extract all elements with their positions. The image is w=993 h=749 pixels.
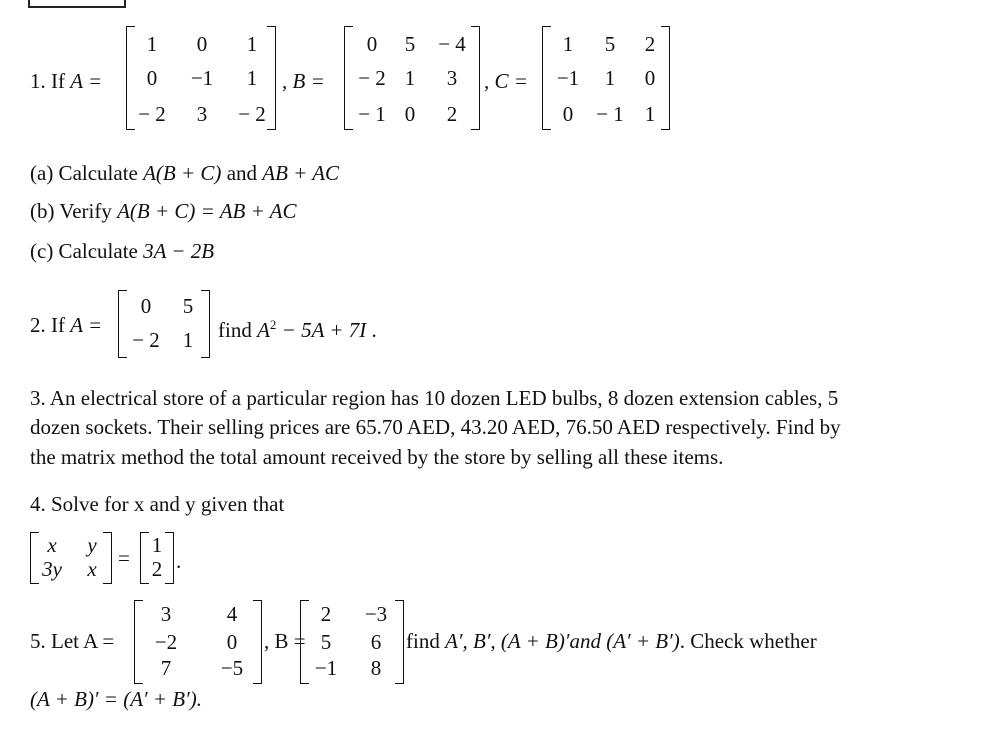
matrix-cell: 2 [320,602,332,626]
matrix-cell: 5 [404,32,416,56]
matrix-cell: −3 [364,602,388,626]
matrix-cell: 0 [404,102,416,126]
matrix-cell: 5 [182,294,194,318]
q3-line-1: 3. An electrical store of a particular region has 10 dozen LED bulbs, 8 dozen extension cables, 5 [30,386,839,410]
matrix-cell: 3 [446,66,458,90]
matrix-cell: 0 [146,66,158,90]
matrix-cell: 3 [160,602,172,626]
matrix-c [542,26,670,130]
matrix-cell: 0 [644,66,656,90]
section-header-label [38,0,118,1]
matrix-cell: 5 [320,630,332,654]
matrix-b [344,26,480,130]
q1-part-b: (b) Verify A(B + C) = AB + AC [30,199,297,223]
q2-find: find $A^2 - 5A + 7I$ . [218,317,377,342]
matrix-cell: −1 [314,656,338,680]
matrix-cell: − 4 [438,32,466,56]
matrix-cell: 1 [246,32,258,56]
matrix-cell: 1 [644,102,656,126]
matrix-cell: 7 [160,656,172,680]
matrix-a [126,26,276,130]
matrix-cell: 8 [370,656,382,680]
matrix-cell: 1 [146,32,158,56]
q1-part-a: (a) Calculate A(B + C) and AB + AC [30,161,340,185]
matrix-q2 [118,290,210,358]
matrix-cell: 3y [42,557,62,581]
matrix-cell: y [87,533,97,557]
q5-lead: 5. Let A = [30,629,115,653]
q1-a-label: A = [70,69,103,93]
q5-find: find A′, B′, (A + B)′and (A′ + B′). Check whether [406,629,817,653]
q1-part-c: (c) Calculate 3A − 2B [30,239,215,263]
q1-c-label: , C = [484,69,528,93]
matrix-cell: 5 [604,32,616,56]
matrix-cell: −1 [556,66,580,90]
matrix-cell: −5 [220,656,244,680]
matrix-cell: −1 [190,66,214,90]
matrix-cell: 3 [196,102,208,126]
q2-lead: 2. If A = [30,313,103,337]
matrix-q4-left [30,532,112,584]
matrix-cell: 0 [196,32,208,56]
q5-check: (A + B)′ = (A′ + B′). [30,687,202,711]
matrix-cell: − 2 [358,66,386,90]
matrix-cell: 2 [644,32,656,56]
matrix-cell: 1 [182,328,194,352]
matrix-cell: 0 [562,102,574,126]
q3-line-2: dozen sockets. Their selling prices are 65.70 AED, 43.20 AED, 76.50 AED respectively. Find by [30,415,841,439]
section-header [28,0,126,8]
matrix-cell: − 2 [132,328,160,352]
q1-lead: 1. If A = [30,69,103,93]
matrix-cell: 1 [404,66,416,90]
matrix-cell: 1 [246,66,258,90]
q4-end: . [176,549,182,573]
matrix-cell: 2 [151,557,163,581]
matrix-cell: 0 [226,630,238,654]
q3-line-3: the matrix method the total amount received by the store by selling all these items. [30,445,724,469]
matrix-cell: 2 [446,102,458,126]
matrix-cell: 6 [370,630,382,654]
matrix-cell: − 2 [138,102,166,126]
matrix-q5-a [134,600,262,684]
matrix-cell: 1 [604,66,616,90]
matrix-cell: x [47,533,57,557]
matrix-cell: 0 [140,294,152,318]
q4-equals: = [118,546,130,570]
matrix-cell: 0 [366,32,378,56]
matrix-cell: − 1 [358,102,386,126]
q1-b-label: , B = [282,69,325,93]
matrix-cell: − 2 [238,102,266,126]
matrix-cell: 1 [562,32,574,56]
matrix-cell: 1 [151,533,163,557]
q4-line: 4. Solve for x and y given that [30,492,285,516]
matrix-cell: 4 [226,602,238,626]
matrix-cell: x [87,557,97,581]
matrix-q4-right [140,532,174,584]
q5-b-label: , B = [264,629,306,653]
matrix-q5-b [300,600,404,684]
matrix-cell: − 1 [596,102,624,126]
matrix-cell: −2 [154,630,178,654]
